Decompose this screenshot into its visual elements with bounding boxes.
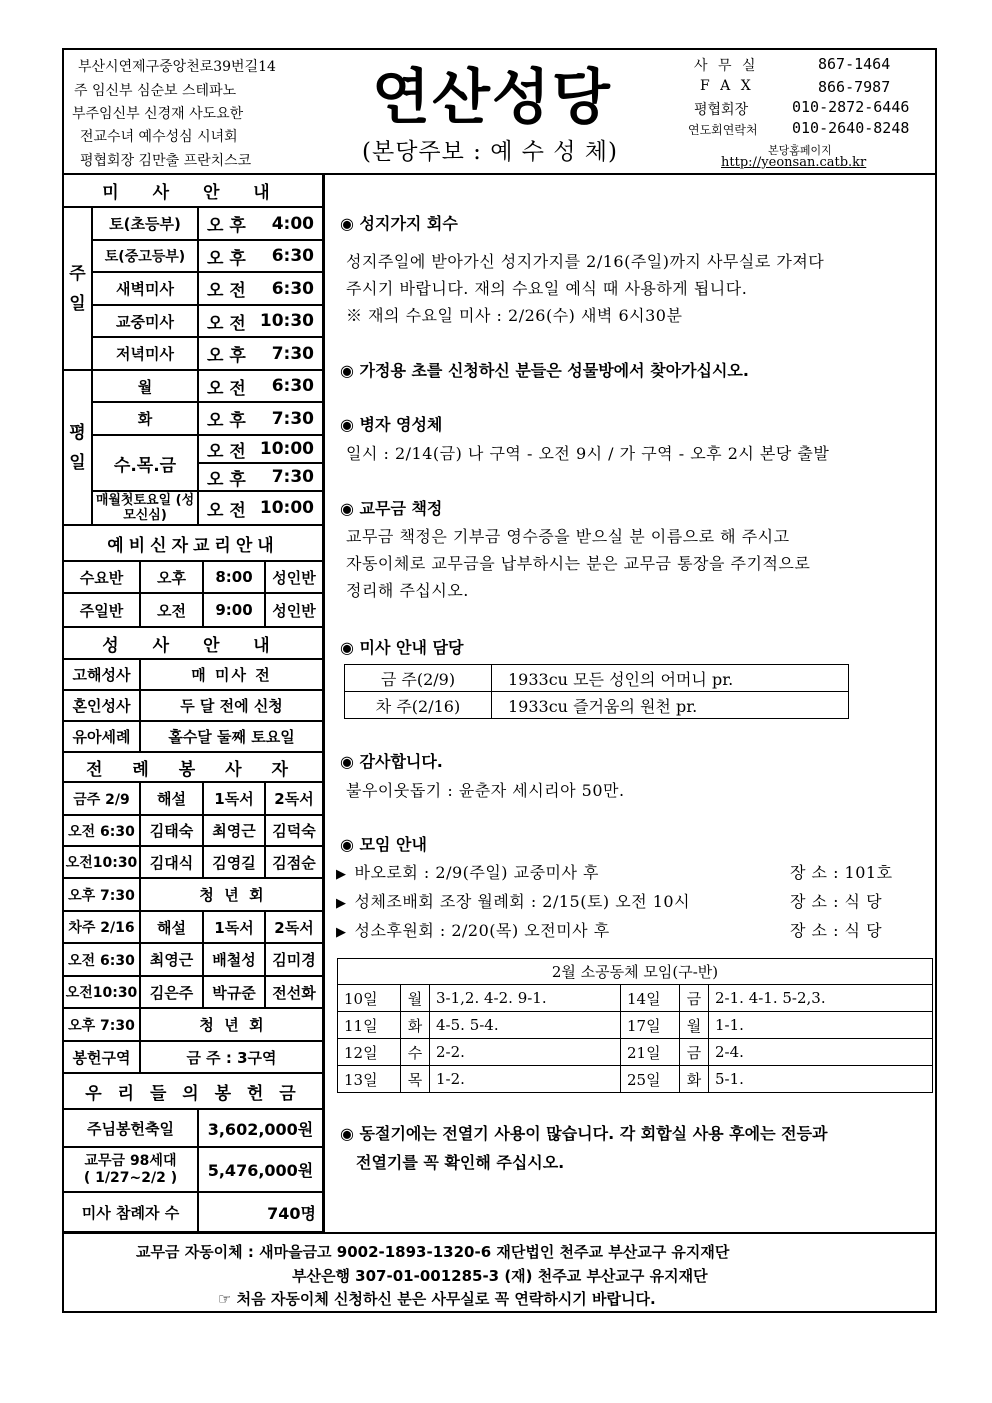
liturgy-cell: 오전10:30 — [63, 976, 140, 1008]
sacrament-schedule: 두 달 전에 신청 — [140, 690, 323, 721]
mass-name: 수.목.금 — [92, 435, 198, 491]
parish-address: 부산시연제구중앙천로39번길14 — [78, 59, 276, 75]
community-table — [337, 958, 933, 1093]
footer-line: ☞ 처음 자동이체 신청하신 분은 사무실로 꼭 연락하시기 바랍니다. — [218, 1290, 656, 1308]
palm-text-line: ※ 재의 수요일 미사 : 2/26(수) 새벽 6시30분 — [346, 306, 683, 325]
table-cell: 3-1,2. 4-2. 9-1. — [430, 985, 621, 1012]
table-cell: 2-2. — [430, 1039, 621, 1066]
liturgy-cell: 청 년 회 — [140, 1008, 323, 1041]
mass-time: 오 전 6:30 — [198, 370, 323, 402]
weekday-group-label: 평 일 — [63, 370, 92, 525]
liturgy-cell: 김대식 — [140, 846, 203, 878]
table-cell: 2-4. — [709, 1039, 933, 1066]
liturgy-cell: 김태숙 — [140, 815, 203, 846]
mass-time: 오 전 10:00 — [198, 491, 323, 525]
table-row — [338, 959, 933, 985]
contact-label-council: 평협회장 — [694, 102, 749, 118]
table-cell: 1933cu 모든 성인의 어머니 pr. — [492, 665, 849, 692]
sunday-group-label: 주 일 — [63, 207, 92, 370]
liturgy-cell: 오후 7:30 — [63, 878, 140, 911]
liturgy-cell: 오후 7:30 — [63, 1008, 140, 1041]
table-row — [338, 985, 933, 1012]
dues-text-line: 자동이체로 교무금을 납부하시는 분은 교무금 통장을 주기적으로 — [346, 554, 811, 573]
table-row — [345, 665, 849, 692]
liturgy-cell: 김미경 — [265, 943, 323, 976]
mass-time: 오 후 7:30 — [198, 402, 323, 435]
table-cell: 1-2. — [430, 1066, 621, 1093]
list-item: ▶ 성체조배회 조장 월례회 : 2/15(토) 오전 10시 — [336, 892, 691, 911]
mass-time: 오 전 10:30 — [198, 305, 323, 337]
footer-line: 부산은행 307-01-001285-3 (재) 천주교 부산교구 유지재단 — [292, 1267, 708, 1285]
class-time: 9:00 — [203, 593, 265, 627]
arrow-right-icon: ▶ — [336, 896, 347, 911]
mass-name: 월 — [92, 370, 198, 402]
table-cell: 5-1. — [709, 1066, 933, 1093]
offering-amount: 740명 — [198, 1192, 323, 1232]
palm-text-line: 주시기 바랍니다. 재의 수요일 예식 때 사용하게 됩니다. — [346, 279, 748, 298]
community-title: 2월 소공동체 모임(구-반) — [338, 959, 933, 985]
thanks-text: 불우이웃돕기 : 윤춘자 세시리아 50만. — [346, 781, 625, 800]
liturgy-cell: 오전 6:30 — [63, 815, 140, 846]
liturgy-cell: 1독서 — [203, 782, 265, 815]
mass-name: 화 — [92, 402, 198, 435]
class-ampm: 오전 — [140, 593, 203, 627]
palm-heading: ◉ 성지가지 회수 — [340, 214, 458, 233]
class-name: 수요반 — [63, 561, 140, 593]
homepage-label: 본당홈페이지 — [768, 144, 832, 157]
mass-time: 오 후 4:00 — [198, 207, 323, 240]
footer-divider — [62, 1232, 937, 1234]
liturgy-cell: 김은주 — [140, 976, 203, 1008]
contact-label-yeondo: 연도회연락처 — [688, 123, 758, 137]
liturgy-cell: 오전10:30 — [63, 846, 140, 878]
table-cell: 11일 — [338, 1012, 401, 1039]
contact-value-council: 010-2872-6446 — [792, 98, 910, 116]
table-row — [338, 1039, 933, 1066]
offering-area-label: 봉헌구역 — [63, 1041, 140, 1073]
offering-amount: 3,602,000원 — [198, 1109, 323, 1147]
page-title: 연산성당 — [372, 63, 612, 133]
contact-label-fax: F A X — [700, 78, 754, 94]
table-cell: 목 — [401, 1066, 430, 1093]
table-cell: 월 — [680, 1012, 709, 1039]
candle-notice: ◉ 가정용 초를 신청하신 분들은 성물방에서 찾아가십시오. — [340, 361, 749, 380]
liturgy-cell: 해설 — [140, 782, 203, 815]
liturgy-cell: 김영길 — [203, 846, 265, 878]
contact-label-office: 사 무 실 — [694, 58, 759, 74]
meetings-heading: ◉ 모임 안내 — [340, 835, 427, 854]
mass-guide-heading: ◉ 미사 안내 담당 — [340, 638, 464, 657]
sister-line: 전교수녀 예수성심 시녀회 — [80, 129, 238, 145]
mass-name: 저녁미사 — [92, 337, 198, 370]
liturgy-cell: 최영근 — [140, 943, 203, 976]
sidebar-divider — [323, 173, 325, 1232]
pastor-line: 주 임신부 심순보 스테파노 — [74, 83, 237, 99]
winter-notice-line: ◉ 동절기에는 전열기 사용이 많습니다. 각 회합실 사용 후에는 전등과 — [340, 1124, 828, 1143]
mass-time: 오 후 7:30 — [198, 337, 323, 370]
table-cell: 월 — [401, 985, 430, 1012]
liturgy-cell: 금주 2/9 — [63, 782, 140, 815]
liturgy-cell: 해설 — [140, 911, 203, 943]
list-item: ▶ 바오로회 : 2/9(주일) 교중미사 후 — [336, 863, 599, 882]
contact-value-yeondo: 010-2640-8248 — [792, 119, 910, 137]
table-row — [338, 1066, 933, 1093]
palm-text-line: 성지주일에 받아가신 성지가지를 2/16(주일)까지 사무실로 가져다 — [346, 252, 825, 271]
mass-time: 오 후 6:30 — [198, 240, 323, 272]
council-president-line: 평협회장 김만출 프란치스코 — [80, 153, 252, 169]
table-row — [338, 1012, 933, 1039]
catechumen-heading: 예비신자교리안내 — [63, 525, 323, 561]
liturgy-cell: 청 년 회 — [140, 878, 323, 911]
dues-text-line: 정리해 주십시오. — [346, 581, 469, 600]
mass-name: 교중미사 — [92, 305, 198, 337]
sacrament-heading: 성 사 안 내 — [63, 627, 323, 659]
liturgy-cell: 최영근 — [203, 815, 265, 846]
sick-communion-text: 일시 : 2/14(금) 나 구역 - 오전 9시 / 가 구역 - 오후 2시 본당 출발 — [346, 444, 830, 463]
offering-label: 미사 참례자 수 — [63, 1192, 198, 1232]
table-cell: 4-5. 5-4. — [430, 1012, 621, 1039]
meeting-place: 장 소 : 식 당 — [790, 921, 883, 940]
mass-name: 매월첫토요일 (성모신심) — [92, 491, 198, 525]
dues-heading: ◉ 교무금 책정 — [340, 499, 443, 518]
arrow-right-icon: ▶ — [336, 867, 347, 882]
class-ampm: 오후 — [140, 561, 203, 593]
liturgy-cell: 2독서 — [265, 911, 323, 943]
offering-heading: 우 리 들 의 봉 헌 금 — [63, 1073, 323, 1109]
table-cell: 차 주(2/16) — [345, 692, 492, 719]
liturgy-cell: 2독서 — [265, 782, 323, 815]
offering-area-value: 금 주 : 3구역 — [140, 1041, 323, 1073]
list-item: ▶ 성소후원회 : 2/20(목) 오전미사 후 — [336, 921, 610, 940]
liturgy-cell: 김덕숙 — [265, 815, 323, 846]
dues-text-line: 교무금 책정은 기부금 영수증을 받으실 분 이름으로 해 주시고 — [346, 527, 790, 546]
table-cell: 21일 — [621, 1039, 680, 1066]
table-cell: 수 — [401, 1039, 430, 1066]
table-cell: 25일 — [621, 1066, 680, 1093]
mass-time: 오 전 10:00 — [198, 435, 323, 463]
winter-notice-line: 전열기를 꼭 확인해 주십시오. — [356, 1153, 565, 1172]
mass-time: 오 전 6:30 — [198, 272, 323, 305]
sacrament-name: 고해성사 — [63, 659, 140, 690]
table-cell: 12일 — [338, 1039, 401, 1066]
mass-name: 토(중고등부) — [92, 240, 198, 272]
sacrament-name: 유아세례 — [63, 721, 140, 752]
meeting-place: 장 소 : 식 당 — [790, 892, 883, 911]
sacrament-schedule: 홀수달 둘째 토요일 — [140, 721, 323, 752]
class-time: 8:00 — [203, 561, 265, 593]
table-cell: 13일 — [338, 1066, 401, 1093]
table-cell: 10일 — [338, 985, 401, 1012]
offering-amount: 5,476,000원 — [198, 1147, 323, 1192]
sick-communion-heading: ◉ 병자 영성체 — [340, 415, 443, 434]
meeting-place: 장 소 : 101호 — [790, 863, 893, 882]
assistant-pastor-line: 부주임신부 신경재 사도요한 — [72, 106, 244, 122]
class-name: 주일반 — [63, 593, 140, 627]
table-cell: 1933cu 즐거움의 원천 pr. — [492, 692, 849, 719]
table-cell: 화 — [680, 1066, 709, 1093]
liturgy-cell: 전선화 — [265, 976, 323, 1008]
class-target: 성인반 — [265, 561, 323, 593]
mass-schedule-heading: 미 사 안 내 — [63, 174, 323, 207]
liturgy-cell: 김점순 — [265, 846, 323, 878]
liturgy-cell: 차주 2/16 — [63, 911, 140, 943]
class-target: 성인반 — [265, 593, 323, 627]
thanks-heading: ◉ 감사합니다. — [340, 752, 443, 771]
mass-guide-table — [344, 664, 849, 719]
arrow-right-icon: ▶ — [336, 925, 347, 940]
footer-line: 교무금 자동이체 : 새마을금고 9002-1893-1320-6 재단법인 천주교 부산교구 유지재단 — [136, 1243, 730, 1261]
table-cell: 14일 — [621, 985, 680, 1012]
mass-name: 토(초등부) — [92, 207, 198, 240]
mass-time: 오 후 7:30 — [198, 463, 323, 491]
table-cell: 화 — [401, 1012, 430, 1039]
table-cell: 1-1. — [709, 1012, 933, 1039]
liturgy-cell: 1독서 — [203, 911, 265, 943]
contact-value-office: 867-1464 — [818, 55, 891, 73]
table-cell: 금 주(2/9) — [345, 665, 492, 692]
table-row — [345, 692, 849, 719]
table-cell: 17일 — [621, 1012, 680, 1039]
mass-name: 새벽미사 — [92, 272, 198, 305]
table-cell: 금 — [680, 985, 709, 1012]
contact-value-fax: 866-7987 — [818, 78, 891, 96]
liturgy-heading: 전 례 봉 사 자 — [63, 752, 323, 782]
liturgy-cell: 배철성 — [203, 943, 265, 976]
sacrament-schedule: 매 미사 전 — [140, 659, 323, 690]
table-cell: 2-1. 4-1. 5-2,3. — [709, 985, 933, 1012]
sacrament-name: 혼인성사 — [63, 690, 140, 721]
table-cell: 금 — [680, 1039, 709, 1066]
liturgy-cell: 오전 6:30 — [63, 943, 140, 976]
page-subtitle: (본당주보 : 예 수 성 체) — [362, 139, 618, 165]
liturgy-cell: 박규준 — [203, 976, 265, 1008]
offering-label: 주님봉헌축일 — [63, 1109, 198, 1147]
homepage-link[interactable]: http://yeonsan.catb.kr — [721, 155, 867, 170]
offering-label: 교무금 98세대 ( 1/27~2/2 ) — [63, 1147, 198, 1192]
